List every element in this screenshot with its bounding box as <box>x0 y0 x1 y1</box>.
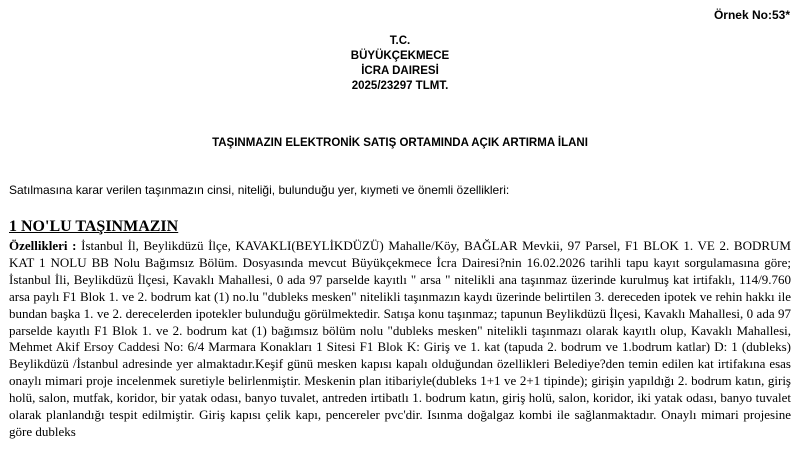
header-city: BÜYÜKÇEKMECE <box>350 50 450 62</box>
header-tc: T.C. <box>389 35 411 47</box>
header-office: İCRA DAIRESİ <box>361 65 439 77</box>
header-file-number: 2025/23297 TLMT. <box>351 80 449 92</box>
features-text: İstanbul İl, Beylikdüzü İlçe, KAVAKLI(BEYLİKDÜZÜ) Mahalle/Köy, BAĞLAR Mevkii, 97 Parsel, F1 BLOK 1. VE 2. BODRUM KAT 1 NOLU BB Nolu Bağımsız Bölüm. Dosyasında mevcut Büyükçekmece İcra Dairesi?nin 16.02.2026 tarihli tapu kayıt sorgulamasına göre; İstanbul İli, Beylikdüzü İlçesi, Kavaklı Mahallesi, 0 ada 97 parselde kayıtlı " arsa " nitelikli ana taşınmaz üzerinde kurulmuş kat irtifaklı, 114/9.760 arsa paylı F1 Blok 1. ve 2. bodrum kat (1) no.lu "dubleks mesken" nitelikli taşınmazın kaydı üzerinde belirtilen 3. dereceden ipotek ve rehin hakkı ile bundan başka 1. ve 2. derecelerden ipotekler bulunduğu görülmektedir. Satışa konu taşınmaz; tapunun Beylikdüzü İlçesi, Kavaklı Mahallesi, 0 ada 97 parselde kayıtlı F1 Blok 1. ve 2. bodrum kat (1) bağımsız bölüm nolu "dubleks mesken" nitelikli taşınmazı olarak kayıtlı olup, Kavaklı Mahallesi, Mehmet Akif Ersoy Caddesi No: 6/4 Marmara Konakları 1 Sitesi F1 Blok K: Giriş ve 1. kat (tapuda 2. bodrum ve 1.bodrum katlar) D: 1 (dubleks) Beylikdüzü /İstanbul adresinde yer almaktadır.Keşif günü mesken kapısı kapalı olduğundan özellikleri Belediye?den temin edilen kat irtifakına esas onaylı mimari proje incelenmek suretiyle belirlenmiştir. Meskenin plan itibariyle(dubleks 1+1 ve 2+1 tipinde); girişin yapıldığı 2. bodrum katın, giriş holü, salon, mutfak, koridor, bir yatak odası, banyo tuvalet, antreden irtibatlı 1. bodrum katın, giriş holü, salon, koridor, iki yatak odası, banyo tuvalet olarak planlandığı tespit edilmiştir. Giriş kapısı çelik kapı, pencereler pvc'dir. Isınma doğalgaz kombi ile sağlanmaktadır. Onaylı mimari projesine göre dubleks <box>9 238 791 439</box>
section-heading: 1 NO'LU TAŞINMAZIN <box>9 218 179 235</box>
ornek-number: Örnek No:53* <box>713 8 790 22</box>
property-description <box>9 238 791 441</box>
court-header <box>0 34 800 94</box>
features-label: Özellikleri : <box>9 238 77 253</box>
intro-text: Satılmasına karar verilen taşınmazın cinsi, niteliği, bulunduğu yer, kıymeti ve önemli özellikleri: <box>9 183 510 197</box>
announcement-title: TAŞINMAZIN ELEKTRONİK SATIŞ ORTAMINDA AÇIK ARTIRMA İLANI <box>212 137 588 149</box>
